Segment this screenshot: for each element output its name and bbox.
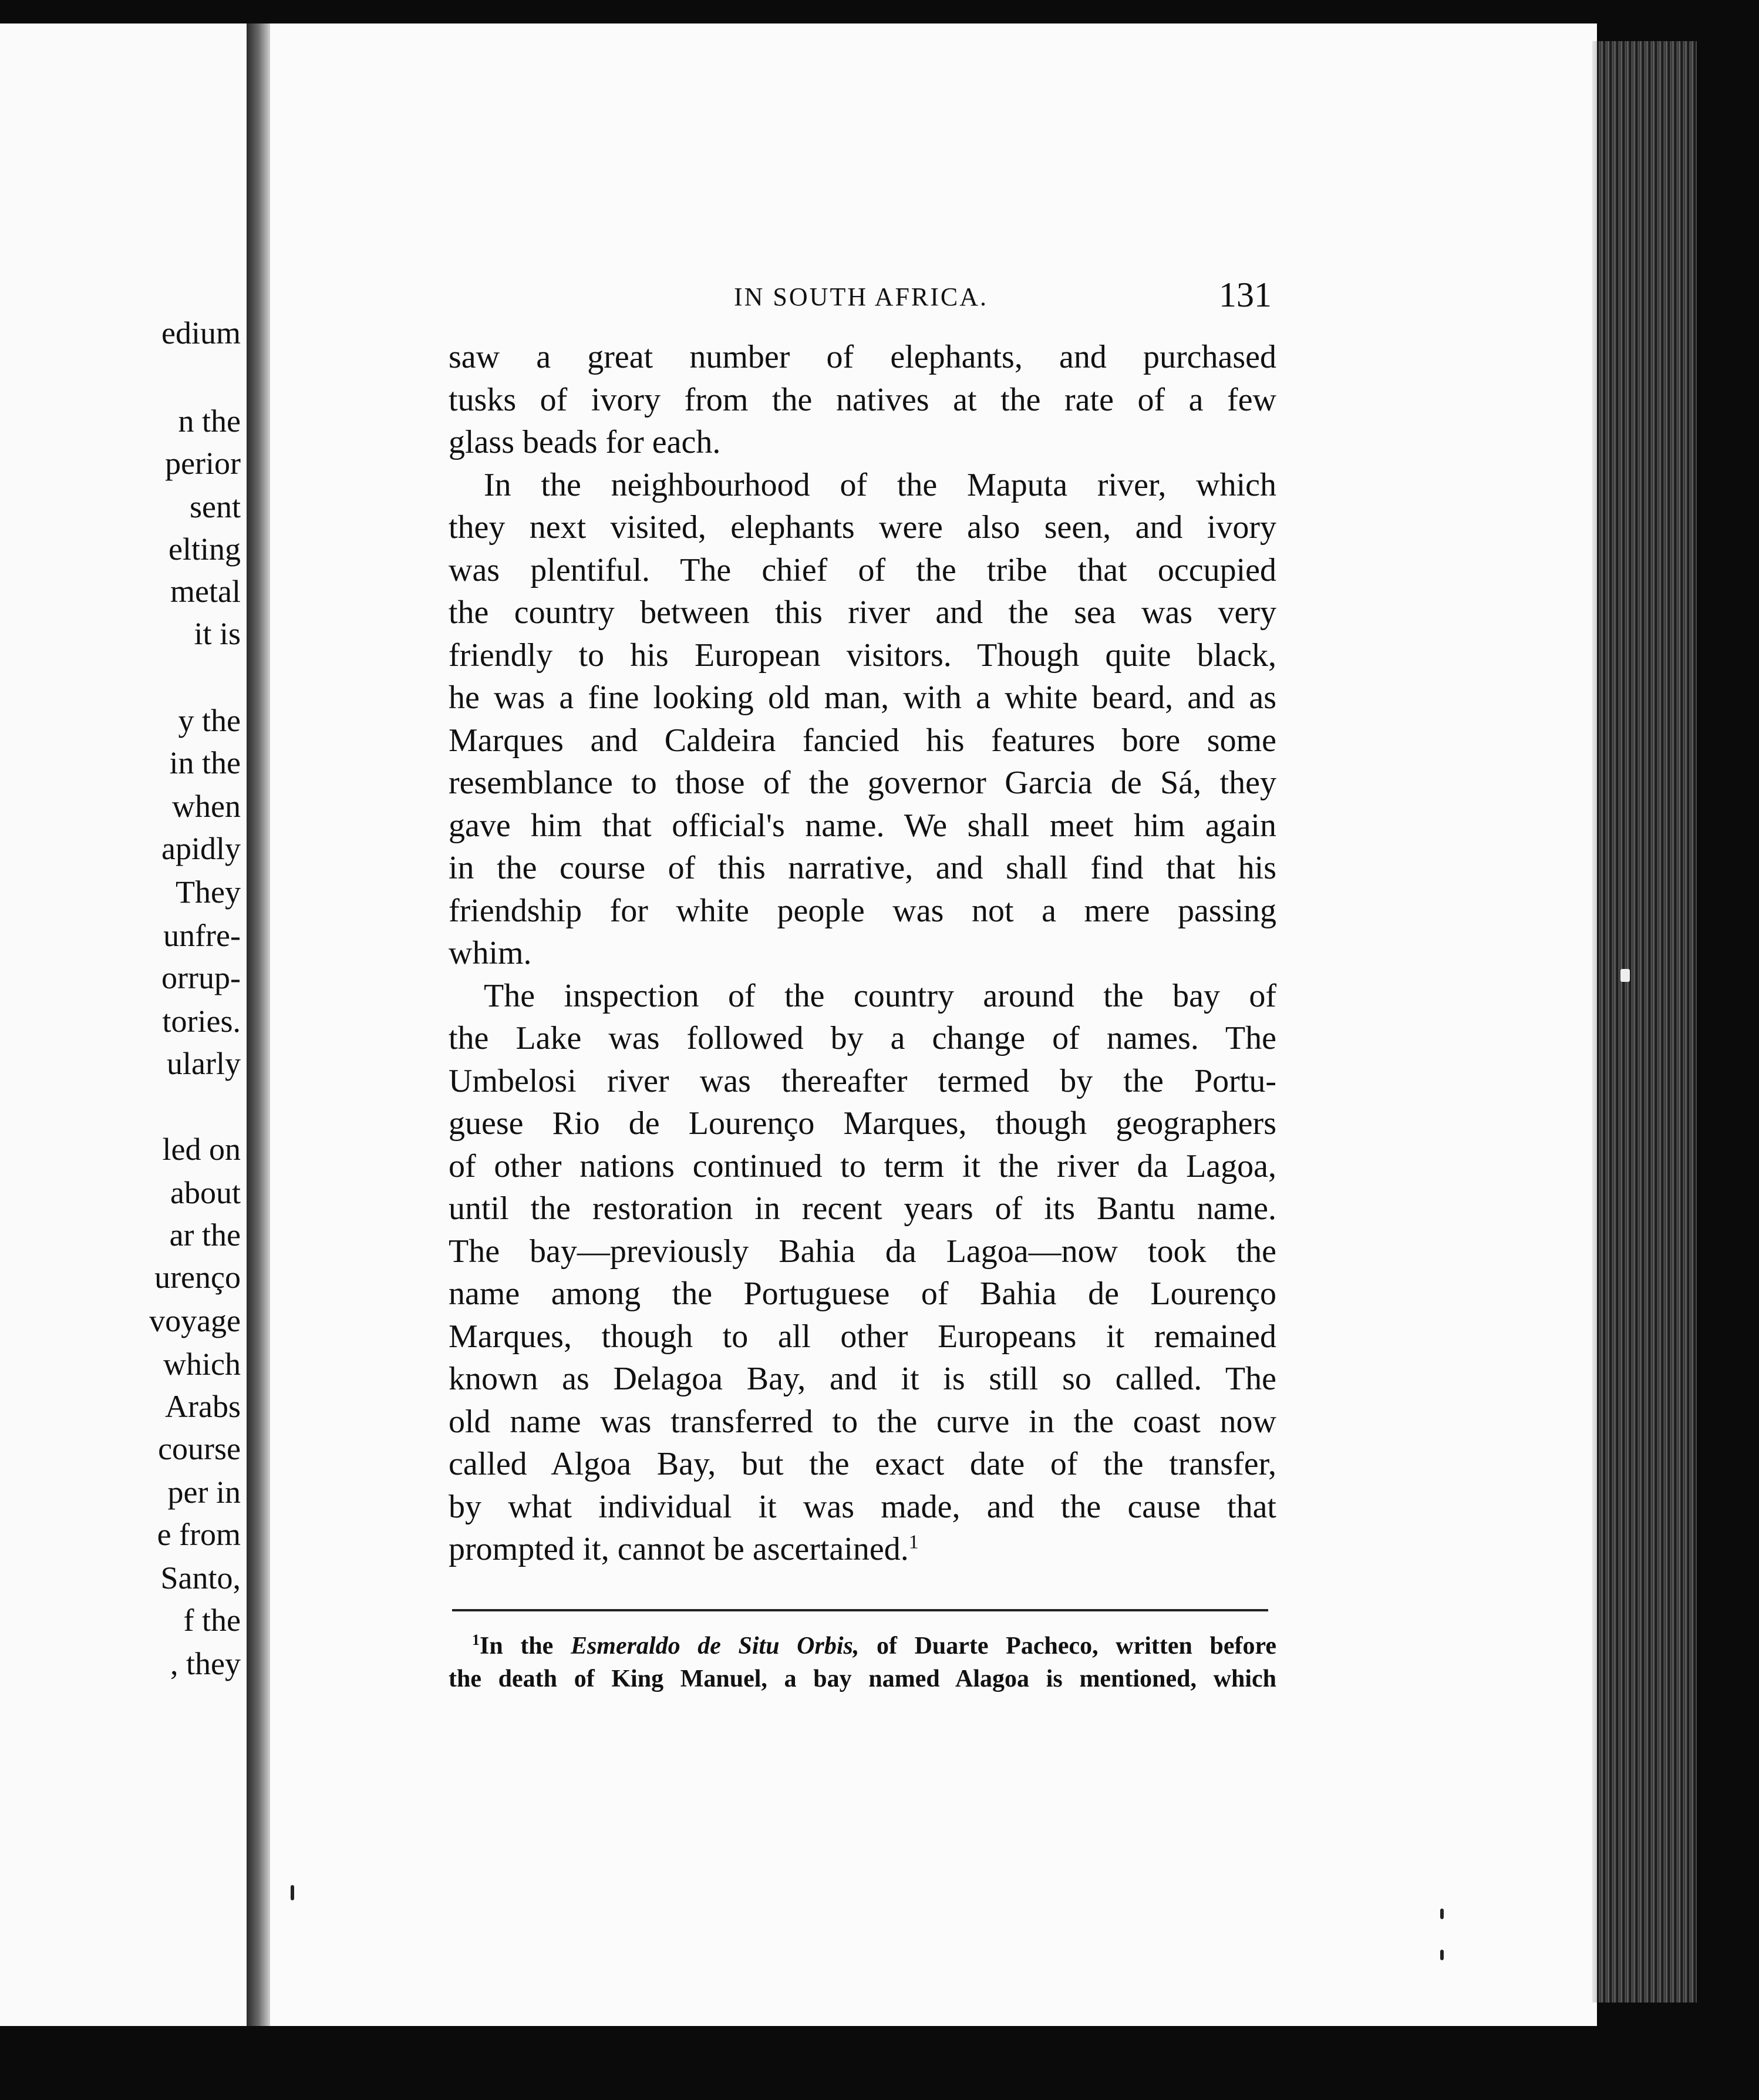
left-page-fragment: tories. — [162, 1004, 241, 1039]
body-line: tusks of ivory from the natives at the rate of a few — [449, 381, 1276, 418]
left-page-fragment: unfre- — [163, 918, 241, 953]
footnote-text: of Duarte Pacheco, written before — [859, 1633, 1276, 1660]
left-page-fragment: e from — [157, 1517, 241, 1552]
body-line: glass beads for each. — [449, 424, 721, 460]
body-line: in the course of this narrative, and shall find that his — [449, 850, 1276, 886]
left-page-fragment: in the — [169, 745, 241, 780]
left-page-fragment: n the — [178, 403, 241, 439]
left-page-fragment: They — [176, 874, 241, 910]
body-line: the country between this river and the sea was very — [449, 594, 1276, 631]
body-line: Marques and Caldeira fancied his features bore some — [449, 722, 1276, 759]
left-page-fragment: Santo, — [160, 1560, 241, 1596]
footnote-rule — [452, 1609, 1268, 1611]
body-line: Umbelosi river was thereafter termed by the Portu- — [449, 1062, 1276, 1099]
left-page-fragment: orrup- — [161, 960, 241, 995]
running-head: IN SOUTH AFRICA. — [734, 282, 989, 311]
left-page-fragment: about — [170, 1175, 241, 1210]
body-line: The inspection of the country around the bay of — [484, 977, 1276, 1014]
body-line-text: prompted it, cannot be ascertained. — [449, 1531, 909, 1567]
body-line: The bay—previously Bahia da Lagoa—now took the — [449, 1233, 1276, 1270]
left-page-fragment: y the — [178, 703, 241, 738]
body-line: was plentiful. The chief of the tribe that occupied — [449, 551, 1276, 588]
left-page-fragment: it is — [194, 616, 241, 651]
body-text — [449, 336, 1276, 1571]
left-page-fragment: led on — [162, 1132, 241, 1167]
left-page-fragment: f the — [183, 1603, 241, 1638]
scan-speck — [1440, 1950, 1444, 1960]
footnote-reference: 1 — [908, 1531, 919, 1553]
body-line: they next visited, elephants were also seen, and ivory — [449, 509, 1276, 546]
body-line: by what individual it was made, and the cause that — [449, 1488, 1276, 1525]
left-page-fragment: ularly — [167, 1046, 241, 1081]
left-page-fragment: urenço — [154, 1260, 241, 1295]
body-line: friendly to his European visitors. Though quite black, — [449, 637, 1276, 674]
scan-speck — [1620, 969, 1630, 982]
left-page-fragment: when — [172, 789, 241, 824]
footnote-line: the death of King Manuel, a bay named Alagoa is mentioned, which — [449, 1665, 1276, 1692]
body-line: name among the Portuguese of Bahia de Lourenço — [449, 1276, 1276, 1312]
body-line: the Lake was followed by a change of names. The — [449, 1020, 1276, 1056]
footnote-marker: 1 — [472, 1631, 480, 1648]
body-line: saw a great number of elephants, and purchased — [449, 339, 1276, 375]
footnote — [449, 1630, 1276, 1695]
body-line: called Algoa Bay, but the exact date of the transfer, — [449, 1446, 1276, 1482]
left-page-fragment: metal — [170, 574, 241, 609]
body-line: Marques, though to all other Europeans it remained — [449, 1318, 1276, 1355]
left-facing-page — [0, 23, 255, 2026]
left-page-fragment: apidly — [161, 831, 241, 866]
body-line: old name was transferred to the curve in the coast now — [449, 1403, 1276, 1440]
footnote-prefix: In the — [480, 1633, 571, 1660]
body-line: In the neighbourhood of the Maputa river, which — [484, 466, 1276, 503]
body-line: of other nations continued to term it the river da Lagoa, — [449, 1147, 1276, 1184]
body-line: friendship for white people was not a mere passing — [449, 892, 1276, 929]
body-line: whim. — [449, 935, 532, 971]
left-page-fragment: course — [158, 1431, 241, 1466]
left-page-fragment: elting — [169, 531, 241, 567]
footnote-book-title: Esmeraldo de Situ Orbis, — [570, 1633, 860, 1660]
left-page-fragment: sent — [190, 489, 241, 524]
left-page-fragment: , they — [170, 1646, 241, 1681]
body-line: known as Delagoa Bay, and it is still so called. The — [449, 1361, 1276, 1397]
book-page-edges — [1597, 41, 1697, 2003]
body-line-with-footnote-ref — [449, 1528, 1276, 1571]
body-line: resemblance to those of the governor Garcia de Sá, they — [449, 765, 1276, 801]
body-line: gave him that official's name. We shall meet him again — [449, 807, 1276, 844]
left-page-fragment: voyage — [149, 1303, 241, 1338]
scan-speck — [291, 1885, 294, 1900]
body-line: guese Rio de Lourenço Marques, though geographers — [449, 1105, 1276, 1142]
body-line: until the restoration in recent years of its Bantu name. — [449, 1190, 1276, 1227]
left-page-fragment: which — [163, 1347, 241, 1382]
left-page-fragment: perior — [165, 446, 241, 481]
scan-speck — [1440, 1909, 1444, 1919]
left-page-fragment: per in — [167, 1475, 241, 1510]
book-gutter — [247, 23, 270, 2026]
left-page-fragment: Arabs — [165, 1389, 241, 1424]
left-page-fragment: edium — [161, 315, 241, 351]
body-line: he was a fine looking old man, with a white beard, and as — [449, 679, 1276, 716]
footnote-line — [449, 1630, 1276, 1662]
page-number: 131 — [1219, 275, 1272, 314]
left-page-fragment: ar the — [169, 1217, 241, 1253]
